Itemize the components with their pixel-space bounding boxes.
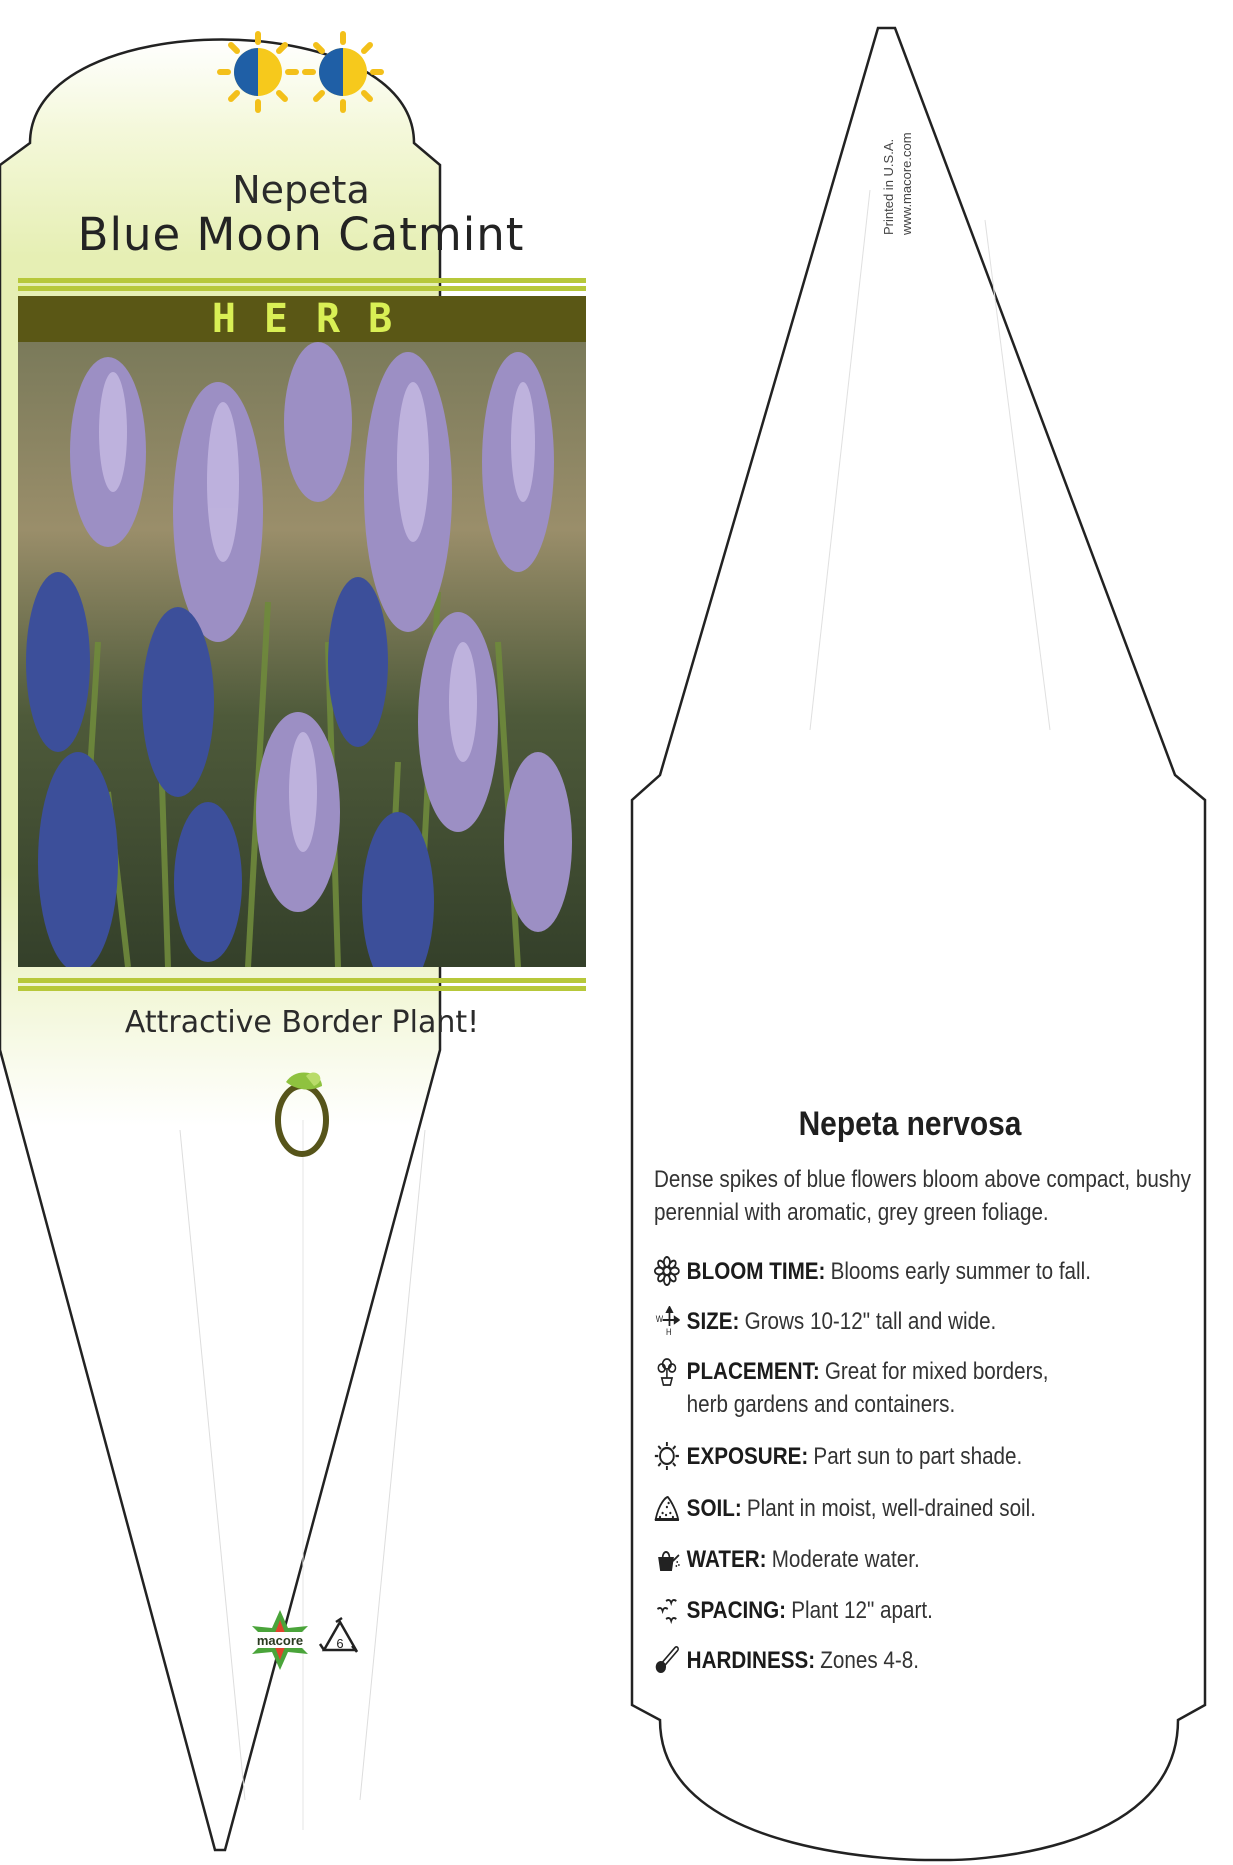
attribute-water — [654, 1543, 1204, 1576]
size-arrows-icon — [654, 1306, 680, 1336]
tagline: Attractive Border Plant! — [124, 1005, 480, 1040]
description: Dense spikes of blue flowers bloom above compact, bushy perennial with aromatic, grey green foliage. — [654, 1166, 1191, 1226]
back-tag-outline — [632, 28, 1205, 1860]
attribute-label: PLACEMENT: — [686, 1358, 820, 1385]
attribute-value: Plant in moist, well-drained soil. — [746, 1495, 1036, 1522]
svg-text:macore: macore — [256, 1633, 304, 1648]
attribute-soil — [654, 1492, 1204, 1525]
attribute-label: BLOOM TIME: — [686, 1258, 826, 1285]
attribute-value: Grows 10-12" tall and wide. — [744, 1308, 997, 1335]
print-info — [880, 65, 916, 235]
soil-pile-icon — [654, 1493, 680, 1523]
thermometer-icon — [654, 1645, 680, 1675]
attribute-label: SIZE: — [686, 1308, 740, 1335]
printed-in: Printed in U.S.A. — [881, 138, 896, 235]
attribute-value: Great for mixed borders, herb gardens and containers. — [686, 1358, 1049, 1418]
attribute-placement — [654, 1355, 1058, 1421]
attribute-spacing — [654, 1594, 1204, 1627]
attribute-value: Moderate water. — [771, 1546, 920, 1573]
svg-text:H: H — [666, 1326, 672, 1336]
attribute-value: Part sun to part shade. — [813, 1443, 1023, 1470]
attribute-label: EXPOSURE: — [686, 1443, 809, 1470]
attribute-label: SOIL: — [686, 1495, 742, 1522]
watering-can-icon — [654, 1544, 680, 1574]
category-band — [18, 296, 586, 342]
category-label: HERB — [211, 296, 421, 342]
svg-text:W: W — [655, 1313, 664, 1325]
attribute-value: Blooms early summer to fall. — [830, 1258, 1091, 1285]
attribute-label: SPACING: — [686, 1597, 787, 1624]
common-name: Blue Moon Catmint — [77, 208, 525, 261]
attribute-hardiness — [654, 1644, 1204, 1677]
attribute-size — [654, 1305, 1204, 1338]
seedlings-icon — [654, 1595, 680, 1625]
plant-photo — [18, 342, 586, 967]
attribute-value: Zones 4-8. — [820, 1647, 919, 1674]
recycle-code: 6 — [336, 1636, 344, 1651]
attribute-label: WATER: — [686, 1546, 767, 1573]
flower-spikes-illustration — [18, 342, 586, 967]
attribute-label: HARDINESS: — [686, 1647, 816, 1674]
website: www.macore.com — [899, 132, 914, 235]
attribute-value: Plant 12" apart. — [791, 1597, 933, 1624]
genus-name: Nepeta — [232, 168, 370, 212]
botanical-name: Nepeta nervosa — [798, 1105, 1022, 1143]
plant-pot-icon — [654, 1356, 680, 1386]
flower-icon — [654, 1256, 680, 1286]
sun-outline-icon — [654, 1441, 680, 1471]
recycle-icon — [320, 1618, 357, 1652]
attribute-exposure — [654, 1440, 1204, 1473]
attribute-bloom-time — [654, 1255, 1204, 1288]
